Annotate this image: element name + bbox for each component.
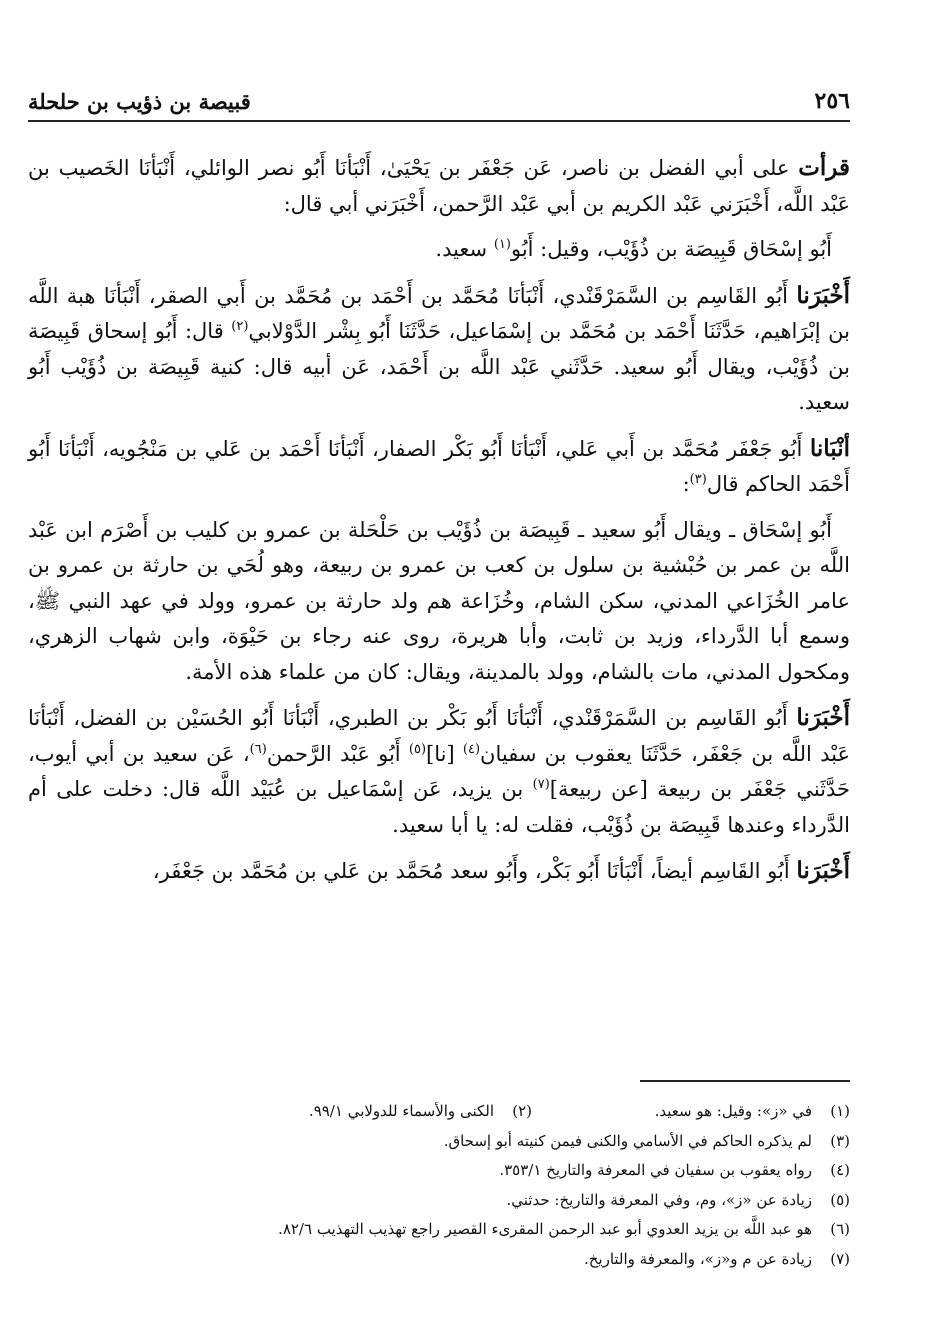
footnote-number: (٤) — [830, 1161, 850, 1179]
paragraph-text: على أبي الفضل بن ناصر، عَن جَعْفَر بن يَحْيَىٰ، أَنْبَأنَا أَبُو نصر الوائلي، أَنْبَأنَا الخَصيب بن عَبْد اللَّه، أَخْبَرَني عَبْد الكريم بن أبي عَبْد الرَّحمن، أَخْبَرَني أبي قال: — [28, 156, 850, 216]
footnote-ref[interactable]: (٤) — [462, 741, 481, 757]
paragraph-keyword: أَخْبَرَنا — [796, 281, 850, 309]
page-number: ٢٥٦ — [814, 88, 850, 114]
paragraph-keyword: أنْبَانا — [809, 434, 850, 462]
paragraph-text: [نا] — [426, 741, 463, 766]
footnote-5 — [120, 1186, 850, 1216]
footnote-number: (٧) — [830, 1249, 850, 1268]
page-header — [28, 82, 850, 122]
footnote-6 — [120, 1215, 850, 1245]
footnote-text: هو عبد اللَّه بن يزيد العدوي أبو عبد الرحمن المقرىء القصير راجع تهذيب التهذيب ٨٢/٦. — [278, 1220, 812, 1238]
main-text — [28, 150, 850, 900]
paragraph-text: أَبُو جَعْفَر مُحَمَّد بن أَبي عَلي، أَنْبَأنَا أَبُو بَكْر الصفار، أَنْبَأنَا أَحْمَد بن عَلي بن مَنْجُويه، أَنْبَأنَا أَبُو أَحْمَد الحاكم قال — [28, 436, 850, 496]
paragraph-text: قال: أَبُو إسحاق قَبِيصَة بن ذُؤَيْب، ويقال أَبُو سعيد. حَدَّثَني عَبْد اللَّه بن أَحْمَد، عَن أبيه قال: كنية قَبِيصَة بن ذُؤَيْب أَبُو سعيد. — [28, 319, 850, 414]
footnote-text: الكنى والأسماء للدولابي ٩٩/١. — [308, 1102, 494, 1120]
footnote-divider — [640, 1080, 850, 1082]
paragraph-5 — [28, 513, 850, 691]
footnote-number: (١) — [830, 1102, 850, 1120]
paragraph-text: ، عَن سعيد بن أبي أيوب، حَدَّثَني جَعْفَر بن ربيعة [عن ربيعة] — [28, 741, 851, 801]
paragraph-text: أَبُو القَاسِم بن السَّمَرْقَنْدي، أَنْبَأنَا أَبُو بَكْر بن الطبري، أَنْبَأنَا أَبُو الحُسَيْن بن الفضل، أَنْبَأنَا عَبْد اللَّه بن جَعْفَر، حَدَّثَنَا يعقوب بن سفيان — [28, 706, 850, 766]
paragraph-2 — [28, 232, 850, 268]
paragraph-1 — [28, 150, 850, 222]
paragraph-3 — [28, 278, 850, 421]
paragraph-text: بن يزيد، عَن إسْمَاعيل بن عُبَيْد اللَّه قال: دخلت على أم الدَّرداء وعندها قَبِيصَة بن ذُؤَيْب، فقلت له: يا أبا سعيد. — [28, 777, 850, 837]
footnote-ref[interactable]: (٧) — [532, 777, 550, 792]
paragraph-4 — [28, 431, 850, 503]
footnote-3 — [120, 1127, 850, 1157]
paragraph-keyword: أَخْبَرَنا — [796, 704, 850, 731]
footnote-text: رواه يعقوب بن سفيان في المعرفة والتاريخ ٣٥٣/١. — [499, 1161, 812, 1179]
footnote-row — [120, 1097, 850, 1127]
paragraph-text: سعيد. — [435, 237, 494, 261]
paragraph-text: : — [682, 472, 690, 496]
paragraph-text: أَبُو القَاسِم بن السَّمَرْقَنْدي، أَنْبَأنَا مُحَمَّد بن أَحْمَد بن مُحَمَّد بن أَبي الصقر، أَنْبَأنَا هبة اللَّه بن إبْرَاهيم، حَدَّثَنَا أَحْمَد بن مُحَمَّد بن إسْمَاعيل، حَدَّثَنَا أَبُو بِشْر الدَّوْلابي — [28, 283, 850, 343]
footnote-ref[interactable]: (١) — [493, 237, 511, 252]
running-title: قبيصة بن ذؤيب بن حلحلة — [28, 89, 251, 114]
footnote-4 — [120, 1156, 850, 1186]
footnote-text: لم يذكره الحاكم في الأسامي والكنى فيمن كنيته أبو إسحاق. — [443, 1131, 812, 1150]
footnote-1 — [532, 1097, 850, 1127]
paragraph-keyword: قرأت — [798, 154, 850, 181]
paragraph-6 — [28, 700, 850, 843]
footnote-number: (٣) — [830, 1131, 850, 1150]
footnote-text: زيادة عن م و«ز»، والمعرفة والتاريخ. — [583, 1249, 812, 1268]
paragraph-text: أَبُو إسْحَاق ـ ويقال أَبُو سعيد ـ قَبِيصَة بن ذُؤَيْب بن حَلْحَلة بن عمرو بن كليب بن أَصْرَم ابن عَبْد اللَّه بن عمر بن حُبْشية بن سلول بن كعب بن عمرو بن ربيعة، وهو لُحَي بن حارثة بن عمرو بن عامر الخُزَاعي المدني، سكن الشام، وخُزَاعة هم ولد حارثة بن عمرو، وولد في عهد النبي ﷺ، وسمع أبا الدَّرداء، وزيد بن ثابت، وأبا هريرة، روى عنه رجاء بن حَيْوَة، وابن شهاب الزهري، ومكحول المدني، مات بالشام، وولد بالمدينة، ويقال: كان من علماء هذه الأمة. — [28, 517, 850, 684]
paragraph-text: أَبُو إسْحَاق قَبِيصَة بن ذُؤَيْب، وقيل: أَبُو — [510, 237, 832, 261]
footnote-7 — [120, 1245, 850, 1275]
footnote-number: (٥) — [830, 1190, 850, 1209]
paragraph-7 — [28, 853, 850, 890]
footnote-ref[interactable]: (٣) — [689, 472, 707, 487]
paragraph-text: أَبُو القَاسِم أيضاً، أَنْبَأنَا أَبُو بَكْر، وأَبُو سعد مُحَمَّد بن عَلي بن مُحَمَّد بن جَعْفَر، — [152, 859, 797, 883]
footnote-number: (٦) — [830, 1220, 850, 1238]
paragraph-text: أَبُو عَبْد الرَّحمن — [266, 741, 409, 766]
paragraph-keyword: أَخْبَرَنا — [796, 857, 850, 884]
footnote-text: زيادة عن «ز»، وم، وفي المعرفة والتاريخ: حدثني. — [506, 1190, 812, 1209]
footnote-ref[interactable]: (٦) — [249, 741, 267, 757]
footnote-text: في «ز»: وقيل: هو سعيد. — [654, 1102, 812, 1120]
footnote-2 — [309, 1097, 532, 1127]
footnote-ref[interactable]: (٥) — [408, 741, 427, 757]
footnotes — [120, 1097, 850, 1274]
footnote-ref[interactable]: (٢) — [231, 319, 249, 334]
footnote-number: (٢) — [512, 1102, 532, 1120]
